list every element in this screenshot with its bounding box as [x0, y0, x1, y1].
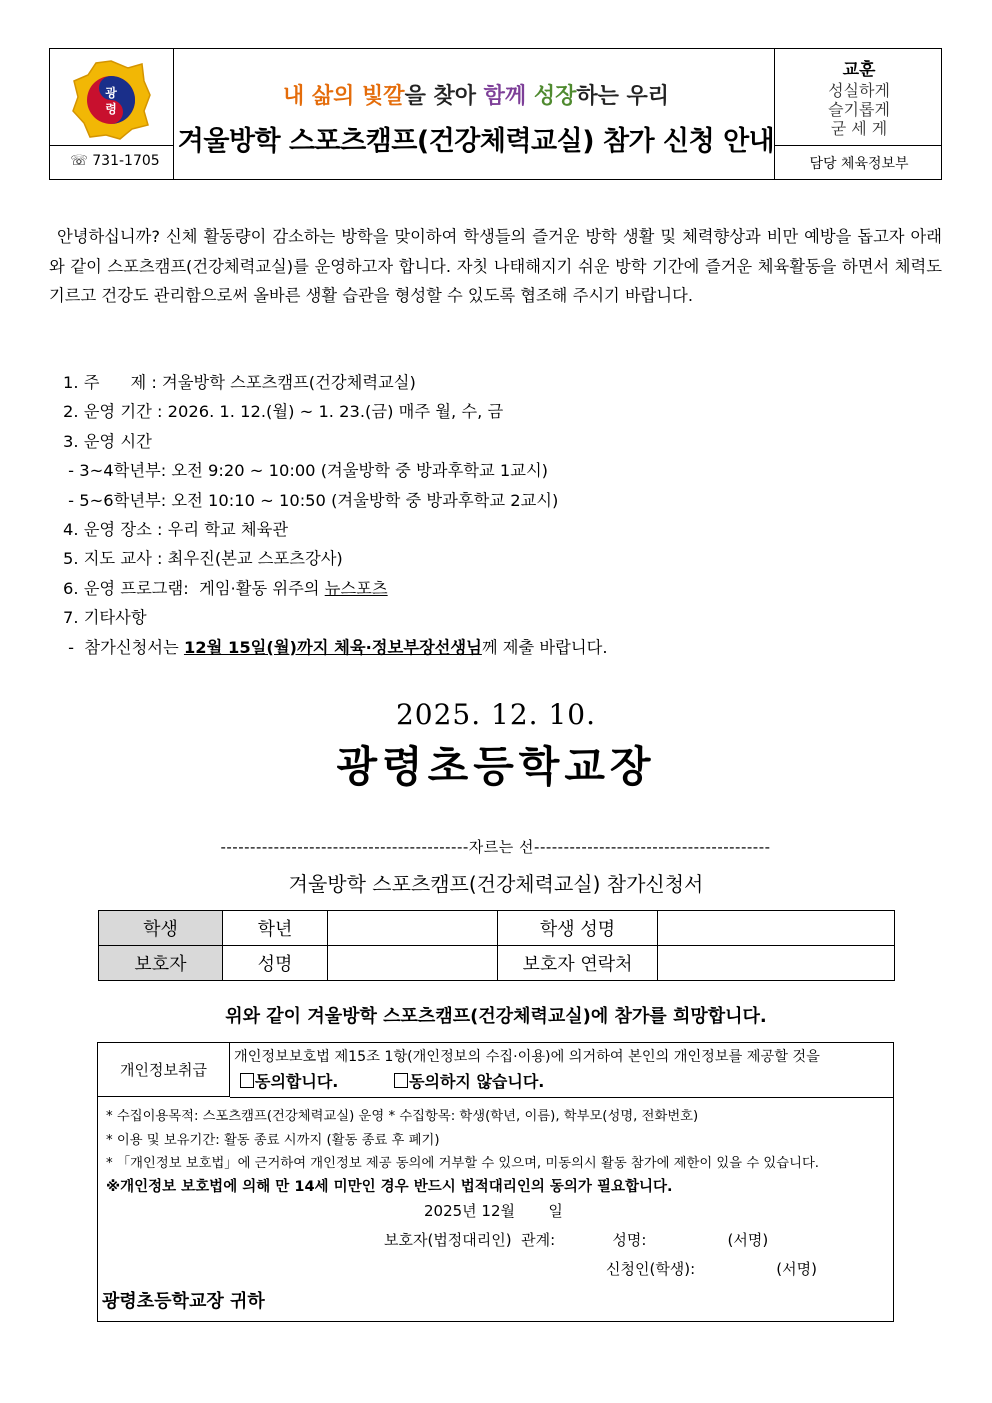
school-motto-item: 성실하게	[828, 81, 890, 100]
motto-part: 성장	[533, 84, 577, 109]
consent-options	[240, 1069, 544, 1092]
school-emblem-logo	[70, 59, 152, 141]
document-header	[49, 48, 942, 180]
motto-part: 내 삶의 빛깔	[282, 84, 405, 109]
participation-statement: 위와 같이 겨울방학 스포츠캠프(건강체력교실)에 참가를 희망합니다.	[225, 1006, 767, 1027]
list-item-text: 께 제출 바랍니다.	[481, 637, 608, 657]
phone-number: ☏ 731-1705	[70, 153, 160, 169]
list-item-text: - 참가신청서는	[63, 637, 184, 657]
addressee: 광령초등학교장 귀하	[102, 1291, 265, 1312]
list-item: - 5~6학년부: 오전 10:10 ~ 10:50 (겨울방학 중 방과후학교 2교시)	[63, 490, 559, 510]
school-motto-item: 굳 세 게	[830, 119, 888, 138]
privacy-note: * 수집이용목적: 스포츠캠프(건강체력교실) 운영 * 수집항목: 학생(학년, 이름), 학부모(성명, 전화번호)	[106, 1109, 699, 1124]
consent-divider	[230, 1097, 893, 1098]
header-divider	[50, 145, 173, 146]
student-header: 학생	[99, 911, 223, 946]
privacy-notes	[106, 1105, 890, 1199]
privacy-consent-box	[97, 1042, 894, 1322]
submission-deadline: 12월 15일(월)까지 체육·정보부장선생님	[183, 637, 482, 657]
privacy-label: 개인정보취급	[98, 1043, 230, 1097]
info-list	[63, 368, 608, 662]
grade-field[interactable]	[328, 911, 498, 946]
school-motto-list	[776, 81, 942, 138]
list-item: 7. 기타사항	[63, 608, 147, 628]
guardian-signature-line: 보호자(법정대리인) 관계: 성명: (서명)	[384, 1231, 769, 1249]
disagree-label: 동의하지 않습니다.	[409, 1072, 545, 1091]
form-title: 겨울방학 스포츠캠프(건강체력교실) 참가신청서	[288, 872, 704, 896]
student-name-label: 학생 성명	[498, 911, 658, 946]
cut-line: ------------------------------------------자르는 선----------------------------------------	[220, 838, 771, 856]
svg-text:령: 령	[105, 102, 117, 116]
privacy-note: * 이용 및 보유기간: 활동 종료 시까지 (활동 종료 후 폐기)	[106, 1132, 440, 1148]
header-divider	[774, 49, 775, 179]
agree-label: 동의합니다.	[255, 1072, 339, 1091]
grade-label: 학년	[223, 911, 328, 946]
guardian-header: 보호자	[99, 946, 223, 981]
svg-text:광: 광	[105, 86, 117, 100]
school-motto-label: 교훈	[842, 60, 876, 80]
list-item: 2. 운영 기간 : 2026. 1. 12.(월) ~ 1. 23.(금) 매주 월, 수, 금	[63, 402, 504, 422]
student-name-field[interactable]	[658, 911, 895, 946]
privacy-law-text: 개인정보보호법 제15조 1항(개인정보의 수집·이용)에 의거하여 본인의 개인정보를 제공할 것을	[234, 1049, 820, 1065]
principal-signature: 광령초등학교장	[336, 742, 656, 791]
school-motto-item: 슬기롭게	[828, 100, 890, 119]
list-item: 3. 운영 시간	[63, 431, 152, 451]
guardian-contact-label: 보호자 연락처	[498, 946, 658, 981]
list-item-text: 6. 운영 프로그램: 게임·활동 위주의	[63, 578, 325, 598]
issue-date: 2025. 12. 10.	[395, 698, 597, 731]
applicant-signature-line: 신청인(학생): (서명)	[606, 1260, 817, 1278]
guardian-contact-field[interactable]	[658, 946, 895, 981]
motto-part	[526, 84, 534, 109]
list-item	[63, 574, 608, 603]
sign-date: 2025년 12월 일	[424, 1202, 563, 1220]
list-item: 1. 주 제 : 겨울방학 스포츠캠프(건강체력교실)	[63, 373, 416, 392]
applicant-info-table	[98, 910, 895, 981]
motto-part: 함께	[483, 84, 527, 109]
list-item: 5. 지도 교사 : 최우진(본교 스포츠강사)	[63, 549, 343, 569]
list-item	[63, 633, 608, 662]
legal-guardian-notice: ※개인정보 보호법에 의해 만 14세 미만인 경우 반드시 법적대리인의 동의가 필요합니다.	[106, 1178, 673, 1195]
motto-part: 하는 우리	[576, 84, 670, 109]
intro-paragraph: 안녕하십니까? 신체 활동량이 감소하는 방학을 맞이하여 학생들의 즐거운 방학 생활 및 체력향상과 비만 예방을 돕고자 아래와 같이 스포츠캠프(건강체력교실)를 운영하고자 합니다. 자칫 나태해지기 쉬운 방학 기간에 즐거운 체육활동을 하면서 체력도 기르고 건강도 관리함으로써 올바른 생활 습관을 형성할 수 있도록 협조해 주시기 바랍니다.	[49, 227, 942, 305]
list-item: - 3~4학년부: 오전 9:20 ~ 10:00 (겨울방학 중 방과후학교 1교시)	[63, 461, 549, 481]
header-divider	[774, 145, 942, 146]
privacy-note: * 「개인정보 보호법」에 근거하여 개인정보 제공 동의에 거부할 수 있으며, 미동의시 활동 참가에 제한이 있을 수 있습니다.	[106, 1156, 820, 1171]
document-title: 겨울방학 스포츠캠프(건강체력교실) 참가 신청 안내	[177, 126, 775, 157]
motto-slogan	[176, 79, 776, 110]
department-label: 담당 체육정보부	[809, 156, 909, 172]
list-item: 4. 운영 장소 : 우리 학교 체육관	[63, 520, 289, 540]
motto-part: 을 찾아	[404, 84, 484, 109]
agree-checkbox[interactable]	[240, 1073, 254, 1088]
disagree-checkbox[interactable]	[394, 1073, 408, 1088]
program-name: 뉴스포츠	[324, 578, 388, 598]
guardian-name-field[interactable]	[328, 946, 498, 981]
table-row	[99, 946, 895, 981]
guardian-name-label: 성명	[223, 946, 328, 981]
table-row	[99, 911, 895, 946]
